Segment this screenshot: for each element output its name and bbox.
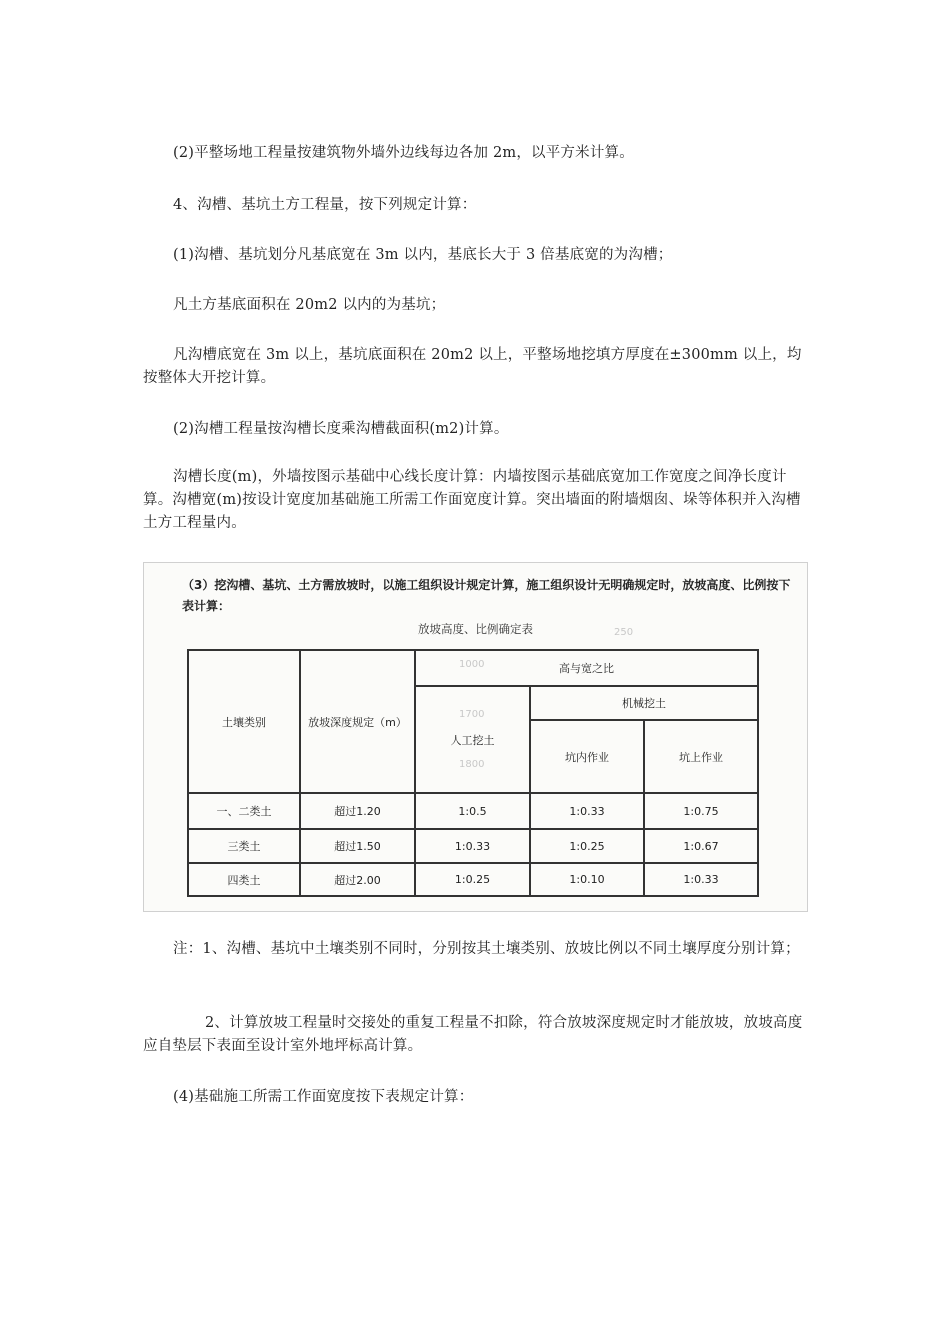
slope-ratio-table — [187, 649, 759, 897]
cell-manual: 1:0.33 — [415, 829, 530, 863]
header-manual-digging: 人工挖土 — [415, 686, 530, 793]
header-on-pit: 坑上作业 — [644, 720, 758, 793]
note-1: 注：1、沟槽、基坑中土壤类别不同时，分别按其土壤类别、放坡比例以不同土壤厚度分别计算； — [173, 941, 800, 957]
cell-on-pit: 1:0.67 — [644, 829, 758, 863]
cell-soil: 一、二类土 — [188, 793, 300, 829]
cell-depth: 超过1.50 — [300, 829, 415, 863]
figure-intro-text: （3）挖沟槽、基坑、土方需放坡时，以施工组织设计规定计算，施工组织设计无明确规定时，放坡高度、比例按下表计算： — [182, 578, 791, 613]
note-2: 2、计算放坡工程量时交接处的重复工程量不扣除，符合放坡深度规定时才能放坡，放坡高度应自垫层下表面至设计室外地坪标高计算。 — [143, 1015, 803, 1054]
cell-in-pit: 1:0.25 — [530, 829, 644, 863]
header-in-pit: 坑内作业 — [530, 720, 644, 793]
table-caption: 放坡高度、比例确定表 — [418, 622, 533, 636]
paragraph-pit-definition: 凡土方基底面积在 20m2 以内的为基坑； — [173, 297, 446, 313]
cell-on-pit: 1:0.33 — [644, 863, 758, 896]
cell-depth: 超过1.20 — [300, 793, 415, 829]
cell-manual: 1:0.5 — [415, 793, 530, 829]
paragraph-trench-volume: (2)沟槽工程量按沟槽长度乘沟槽截面积(m2)计算。 — [173, 421, 509, 437]
cell-depth: 超过2.00 — [300, 863, 415, 896]
cell-soil: 三类土 — [188, 829, 300, 863]
paragraph-site-leveling: (2)平整场地工程量按建筑物外墙外边线每边各加 2m，以平方米计算。 — [173, 145, 634, 161]
paragraph-work-surface: (4)基础施工所需工作面宽度按下表规定计算： — [173, 1089, 474, 1105]
header-machine-digging: 机械挖土 — [530, 686, 758, 720]
header-height-width-ratio: 高与宽之比 — [415, 650, 758, 686]
cell-in-pit: 1:0.33 — [530, 793, 644, 829]
paragraph-trench-heading: 4、沟槽、基坑土方工程量，按下列规定计算： — [173, 197, 477, 213]
paragraph-trench-definition: (1)沟槽、基坑划分凡基底宽在 3m 以内，基底长大于 3 倍基底宽的为沟槽； — [173, 247, 673, 263]
table-row — [188, 829, 758, 863]
paragraph-large-excavation: 凡沟槽底宽在 3m 以上，基坑底面积在 20m2 以上，平整场地挖填方厚度在±300mm 以上，均按整体大开挖计算。 — [143, 347, 802, 386]
cell-manual: 1:0.25 — [415, 863, 530, 896]
cell-in-pit: 1:0.10 — [530, 863, 644, 896]
cell-soil: 四类土 — [188, 863, 300, 896]
table-row — [188, 863, 758, 896]
scanned-table-figure: 1000 1700 1800 250 （3）挖沟槽、基坑、土方需放坡时，以施工组织设计规定计算，施工组织设计无明确规定时，放坡高度、比例按下表计算： 放坡高度、比例确定表 土壤类别 放坡深度规定（m） 高与宽之比 人工挖土 机械挖土 坑内作业 坑上作业 一、二类土 超过1.20 1:0.5 1:0.33 1:0.75 三类土 超过1.50 1:0.33 1:0.25 1:0.67 四类土 超过2.00 1:0.25 1:0.10 1:0.33 — [143, 562, 808, 912]
header-slope-depth: 放坡深度规定（m） — [300, 650, 415, 793]
table-row — [188, 793, 758, 829]
paragraph-trench-length: 沟槽长度(m)，外墙按图示基础中心线长度计算：内墙按图示基础底宽加工作宽度之间净长度计算。沟槽宽(m)按设计宽度加基础施工所需工作面宽度计算。突出墙面的附墙烟囱、垛等体积并入沟槽土方工程量内。 — [143, 469, 801, 531]
cell-on-pit: 1:0.75 — [644, 793, 758, 829]
header-soil-type: 土壤类别 — [188, 650, 300, 793]
